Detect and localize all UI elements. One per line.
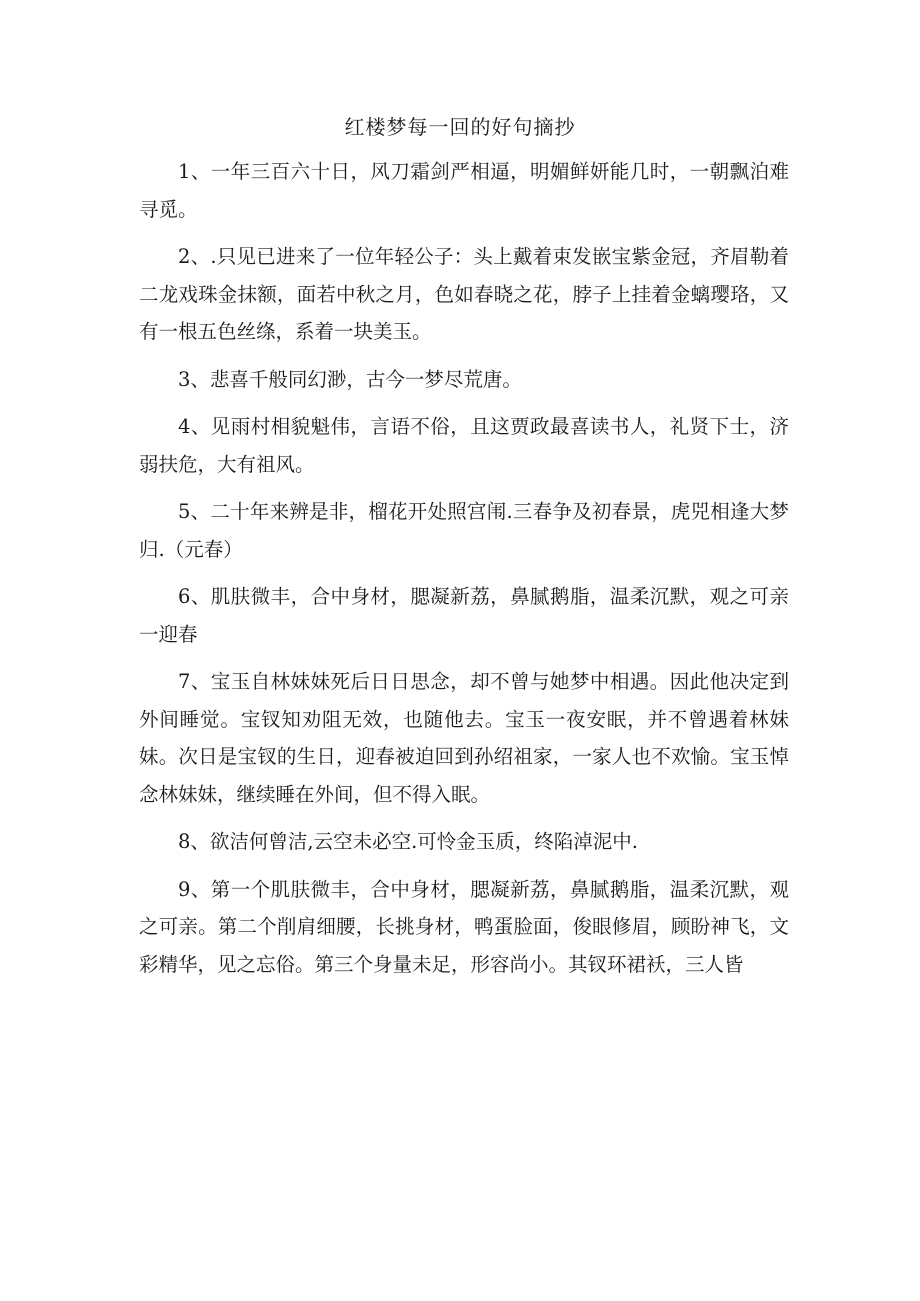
paragraph-6: 6、肌肤微丰，合中身材，腮凝新荔，鼻腻鹅脂，温柔沉默，观之可亲一迎春 (139, 585, 789, 646)
paragraph-7: 7、宝玉自林妹妹死后日日思念，却不曾与她梦中相遇。因此他决定到外间睡觉。宝钗知劝阻无效，也随他去。宝玉一夜安眠，并不曾遇着林妹妹。次日是宝钗的生日，迎春被迫回到孙绍祖家，一家人也不欢愉。宝玉悼念林妹妹，继续睡在外间，但不得入眠。 (139, 670, 789, 806)
paragraph-5: 5、二十年来辨是非，榴花开处照宫闱.三春争及初春景，虎兕相逢大梦归.（元春） (139, 500, 789, 561)
paragraph-4: 4、见雨村相貌魁伟，言语不俗，且这贾政最喜读书人，礼贤下士，济弱扶危，大有祖风。 (139, 415, 789, 476)
document-title: 红楼梦每一回的好句摘抄 (344, 115, 576, 139)
paragraph-9: 9、第一个肌肤微丰，合中身材，腮凝新荔，鼻腻鹅脂，温柔沉默，观之可亲。第二个削肩细腰，长挑身材，鸭蛋脸面，俊眼修眉，顾盼神飞，文彩精华，见之忘俗。第三个身量未足，形容尚小。其钗环裙袄，三人皆 (139, 877, 789, 976)
paragraph-1: 1、一年三百六十日，风刀霜剑严相逼，明媚鲜妍能几时，一朝飘泊难寻觅。 (139, 160, 789, 221)
paragraph-2: 2、.只见已进来了一位年轻公子：头上戴着束发嵌宝紫金冠，齐眉勒着二龙戏珠金抹额，面若中秋之月，色如春晓之花，脖子上挂着金螭璎珞，又有一根五色丝绦，系着一块美玉。 (139, 245, 789, 343)
paragraph-8: 8、欲洁何曾洁,云空未必空.可怜金玉质，终陷淖泥中. (178, 830, 639, 853)
document-body (139, 153, 789, 993)
paragraph-3: 3、悲喜千般同幻渺，古今一梦尽荒唐。 (178, 367, 522, 391)
